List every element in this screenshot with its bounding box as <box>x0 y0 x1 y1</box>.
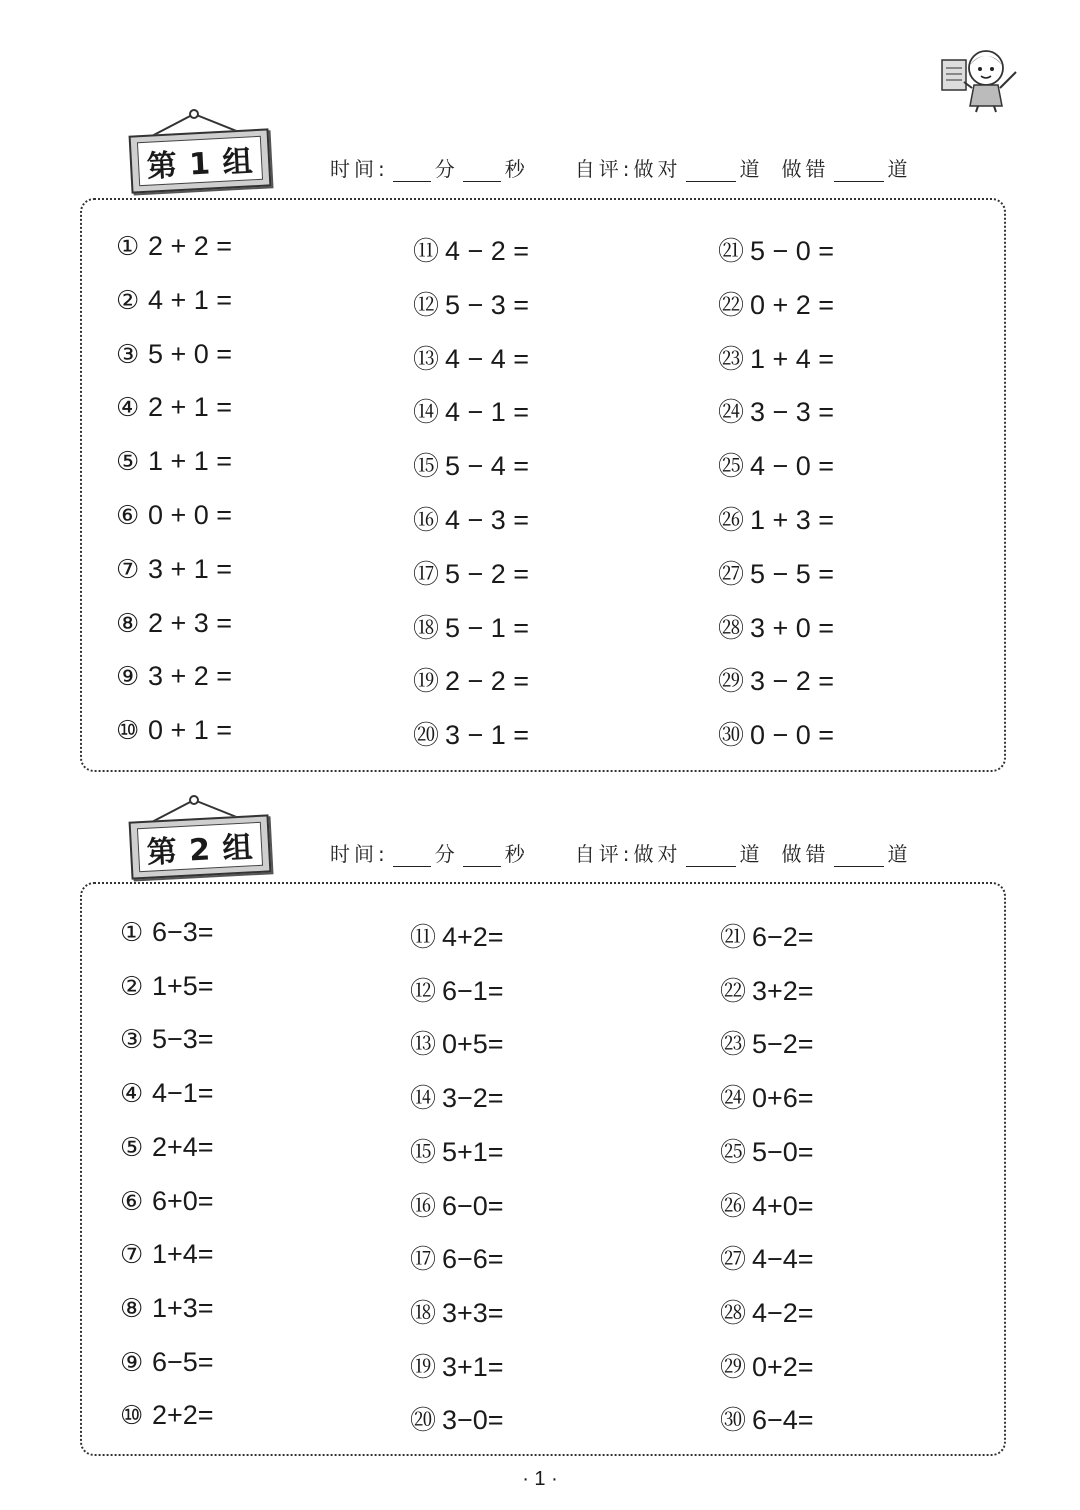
question-item <box>410 1024 504 1061</box>
question-number: ⑤ <box>116 447 140 478</box>
question-expression: 0+2= <box>752 1351 814 1382</box>
question-number: ⑬ <box>410 1030 437 1061</box>
question-expression: 2 − 2 = <box>445 666 530 697</box>
question-item <box>116 608 232 639</box>
question-expression: 4 − 0 = <box>750 451 835 482</box>
question-expression: 3+2= <box>752 975 814 1006</box>
question-item <box>116 392 232 423</box>
question-number: ㉗ <box>720 1245 747 1276</box>
question-item <box>116 715 232 746</box>
question-number: ⑫ <box>413 290 440 321</box>
correct-count-blank[interactable] <box>686 163 736 182</box>
question-number: ⑩ <box>116 716 140 747</box>
question-item <box>413 339 529 376</box>
question-number: ② <box>116 285 140 316</box>
question-number: ㉘ <box>720 1298 747 1329</box>
question-item <box>116 554 232 585</box>
question-expression: 5 − 4 = <box>445 451 530 482</box>
question-item <box>120 1293 214 1324</box>
question-item <box>720 971 814 1008</box>
question-number: ㉑ <box>720 923 747 953</box>
seconds-blank[interactable] <box>463 163 501 182</box>
question-expression: 4 − 1 = <box>445 397 530 428</box>
question-item <box>413 661 529 698</box>
question-item <box>120 971 214 1002</box>
question-item <box>718 339 834 376</box>
question-expression: 5+1= <box>442 1136 504 1167</box>
self-eval-label: 自评:做对 <box>574 842 682 866</box>
question-number: ⑫ <box>410 976 437 1007</box>
question-number: ⑰ <box>413 559 440 590</box>
question-item <box>120 1132 214 1163</box>
question-number: ㉓ <box>720 1030 747 1061</box>
question-number: ㉑ <box>718 237 745 267</box>
question-expression: 2 + 3 = <box>148 607 233 638</box>
question-number: ㉖ <box>720 1191 747 1222</box>
question-number: ⑭ <box>410 1084 437 1115</box>
question-expression: 4−4= <box>752 1244 814 1275</box>
question-item <box>120 1078 214 1109</box>
question-number: ⑭ <box>413 398 440 429</box>
question-number: ㉘ <box>718 613 745 644</box>
question-number: ⑬ <box>413 344 440 375</box>
question-number: ⑳ <box>413 721 440 752</box>
question-expression: 3−2= <box>442 1083 504 1114</box>
question-item <box>120 1400 214 1431</box>
group-2-header <box>330 838 912 867</box>
question-item <box>718 392 834 429</box>
question-number: ⑦ <box>116 554 140 585</box>
group-1-sign <box>126 108 272 186</box>
question-number: ㉓ <box>718 344 745 375</box>
correct-count-blank[interactable] <box>686 848 736 867</box>
question-number: ⑯ <box>410 1191 437 1222</box>
question-number: ㉒ <box>718 290 745 321</box>
question-expression: 1 + 3 = <box>750 505 835 535</box>
group-1-title: 第 1 组 <box>137 136 263 186</box>
question-item <box>413 446 529 483</box>
question-number: ⑪ <box>413 237 440 267</box>
question-number: ㉔ <box>718 398 745 429</box>
question-expression: 3+3= <box>442 1297 504 1328</box>
question-expression: 6−0= <box>442 1190 504 1221</box>
question-item <box>116 446 232 477</box>
girl-mascot-icon <box>938 42 1028 114</box>
question-item <box>413 231 529 268</box>
question-item <box>413 608 529 645</box>
minutes-blank[interactable] <box>393 848 431 867</box>
question-item <box>410 1293 504 1330</box>
question-expression: 1 + 1 = <box>148 446 233 477</box>
question-number: ⑮ <box>413 452 440 483</box>
question-expression: 5 − 1 = <box>445 612 530 643</box>
second-label: 秒 <box>504 842 529 866</box>
question-expression: 0 + 1 = <box>148 715 233 746</box>
question-item <box>718 715 834 752</box>
question-item <box>120 1239 214 1270</box>
question-expression: 3 − 3 = <box>750 397 835 428</box>
question-item <box>718 554 834 591</box>
question-item <box>718 446 834 483</box>
question-expression: 6−3= <box>152 917 214 947</box>
question-expression: 1 + 4 = <box>750 343 835 374</box>
question-expression: 2+2= <box>152 1400 214 1431</box>
question-number: ⑱ <box>413 613 440 644</box>
question-expression: 2 + 1 = <box>148 392 233 423</box>
question-item <box>116 661 232 692</box>
question-expression: 0+5= <box>442 1029 504 1060</box>
question-expression: 3 − 2 = <box>750 666 835 697</box>
question-expression: 6−2= <box>752 922 814 952</box>
question-item <box>720 1186 814 1223</box>
question-expression: 0+6= <box>752 1083 814 1114</box>
question-expression: 1+4= <box>152 1239 214 1270</box>
question-number: ㉒ <box>720 976 747 1007</box>
unit-label: 道 <box>887 157 912 181</box>
question-number: ⑤ <box>120 1132 144 1163</box>
question-number: ⑮ <box>410 1137 437 1168</box>
question-number: ⑧ <box>116 608 140 639</box>
group-1-header <box>330 153 912 182</box>
question-number: ① <box>120 918 144 948</box>
question-item <box>120 917 214 948</box>
question-expression: 5 − 5 = <box>750 558 835 589</box>
unit-label: 道 <box>887 842 912 866</box>
seconds-blank[interactable] <box>463 848 501 867</box>
question-number: ⑰ <box>410 1245 437 1276</box>
question-item <box>116 500 232 531</box>
question-expression: 3 + 0 = <box>750 612 835 643</box>
question-item <box>720 917 814 954</box>
question-number: ㉕ <box>720 1137 747 1168</box>
minute-label: 分 <box>434 842 459 866</box>
question-item <box>116 231 232 262</box>
question-number: ⑪ <box>410 923 437 953</box>
question-expression: 4+2= <box>442 922 504 952</box>
question-expression: 5 − 2 = <box>445 558 530 589</box>
question-expression: 4 − 4 = <box>445 343 530 374</box>
question-item <box>720 1024 814 1061</box>
question-number: ⑦ <box>120 1240 144 1271</box>
question-expression: 2 + 2 = <box>148 231 233 261</box>
question-item <box>718 231 834 268</box>
second-label: 秒 <box>504 157 529 181</box>
question-item <box>718 661 834 698</box>
question-expression: 5 − 3 = <box>445 289 530 320</box>
question-item <box>720 1400 814 1437</box>
question-number: ⑩ <box>120 1401 144 1432</box>
question-number: ㉚ <box>720 1406 747 1437</box>
question-number: ⑨ <box>116 662 140 693</box>
question-item <box>718 608 834 645</box>
question-expression: 4 − 2 = <box>445 236 530 266</box>
wrong-label: 做错 <box>781 157 830 181</box>
question-item <box>410 1400 504 1437</box>
question-number: ㉖ <box>718 506 745 536</box>
question-item <box>720 1132 814 1169</box>
question-item <box>413 715 529 752</box>
group-2-title: 第 2 组 <box>137 822 263 872</box>
question-expression: 3−0= <box>442 1405 504 1436</box>
question-number: ㉔ <box>720 1084 747 1115</box>
question-expression: 4 + 1 = <box>148 284 233 315</box>
question-number: ⑳ <box>410 1406 437 1437</box>
question-expression: 5 + 0 = <box>148 338 233 369</box>
question-number: ㉙ <box>718 667 745 698</box>
question-item <box>413 392 529 429</box>
question-expression: 6−5= <box>152 1346 214 1377</box>
question-item <box>720 1078 814 1115</box>
question-item <box>720 1293 814 1330</box>
question-expression: 1+3= <box>152 1292 214 1323</box>
question-number: ㉙ <box>720 1352 747 1383</box>
minute-label: 分 <box>434 157 459 181</box>
question-expression: 3 + 1 = <box>148 553 233 584</box>
time-label: 时间: <box>330 157 389 181</box>
question-number: ⑯ <box>413 506 440 536</box>
question-number: ⑧ <box>120 1293 144 1324</box>
group-2-sign <box>126 794 272 872</box>
group-2-box <box>80 882 1006 1456</box>
question-item <box>410 917 504 954</box>
wrong-count-blank[interactable] <box>834 848 884 867</box>
wrong-label: 做错 <box>781 842 830 866</box>
question-item <box>720 1239 814 1276</box>
question-item <box>120 1186 214 1217</box>
question-number: ⑨ <box>120 1347 144 1378</box>
question-expression: 3+1= <box>442 1351 504 1382</box>
question-item <box>720 1347 814 1384</box>
question-item <box>413 554 529 591</box>
question-expression: 6−4= <box>752 1405 814 1436</box>
question-expression: 4 − 3 = <box>445 505 530 535</box>
question-number: ⑥ <box>120 1186 144 1217</box>
question-item <box>116 285 232 316</box>
question-number: ④ <box>116 393 140 424</box>
question-number: ⑲ <box>413 667 440 698</box>
question-expression: 0 − 0 = <box>750 720 835 751</box>
question-expression: 5−2= <box>752 1029 814 1060</box>
question-expression: 2+4= <box>152 1131 214 1162</box>
question-number: ② <box>120 971 144 1002</box>
question-number: ① <box>116 232 140 262</box>
question-item <box>410 1078 504 1115</box>
question-expression: 1+5= <box>152 970 214 1001</box>
question-expression: 6+0= <box>152 1185 214 1216</box>
question-number: ⑥ <box>116 501 140 531</box>
question-expression: 5−0= <box>752 1136 814 1167</box>
question-expression: 0 + 2 = <box>750 289 835 320</box>
minutes-blank[interactable] <box>393 163 431 182</box>
question-number: ③ <box>116 339 140 370</box>
question-expression: 5−3= <box>152 1024 214 1055</box>
question-number: ㉕ <box>718 452 745 483</box>
question-item <box>718 500 834 537</box>
question-expression: 4+0= <box>752 1190 814 1221</box>
question-expression: 3 + 2 = <box>148 661 233 692</box>
question-number: ㉚ <box>718 721 745 752</box>
wrong-count-blank[interactable] <box>834 163 884 182</box>
question-item <box>410 1347 504 1384</box>
page-number: · 1 · <box>522 1468 558 1490</box>
question-item <box>120 1347 214 1378</box>
question-item <box>116 339 232 370</box>
question-expression: 4−1= <box>152 1078 214 1109</box>
question-number: ③ <box>120 1025 144 1056</box>
question-item <box>718 285 834 322</box>
question-item <box>410 1239 504 1276</box>
unit-label: 道 <box>739 157 764 181</box>
question-item <box>413 285 529 322</box>
question-number: ㉗ <box>718 559 745 590</box>
question-number: ⑲ <box>410 1352 437 1383</box>
question-number: ⑱ <box>410 1298 437 1329</box>
question-expression: 4−2= <box>752 1297 814 1328</box>
time-label: 时间: <box>330 842 389 866</box>
self-eval-label: 自评:做对 <box>574 157 682 181</box>
question-item <box>120 1024 214 1055</box>
question-item <box>410 1132 504 1169</box>
question-number: ④ <box>120 1079 144 1110</box>
question-expression: 6−6= <box>442 1244 504 1275</box>
question-expression: 6−1= <box>442 975 504 1006</box>
question-item <box>413 500 529 537</box>
question-expression: 5 − 0 = <box>750 236 835 266</box>
question-expression: 3 − 1 = <box>445 720 530 751</box>
question-item <box>410 1186 504 1223</box>
unit-label: 道 <box>739 842 764 866</box>
question-expression: 0 + 0 = <box>148 500 233 530</box>
question-item <box>410 971 504 1008</box>
